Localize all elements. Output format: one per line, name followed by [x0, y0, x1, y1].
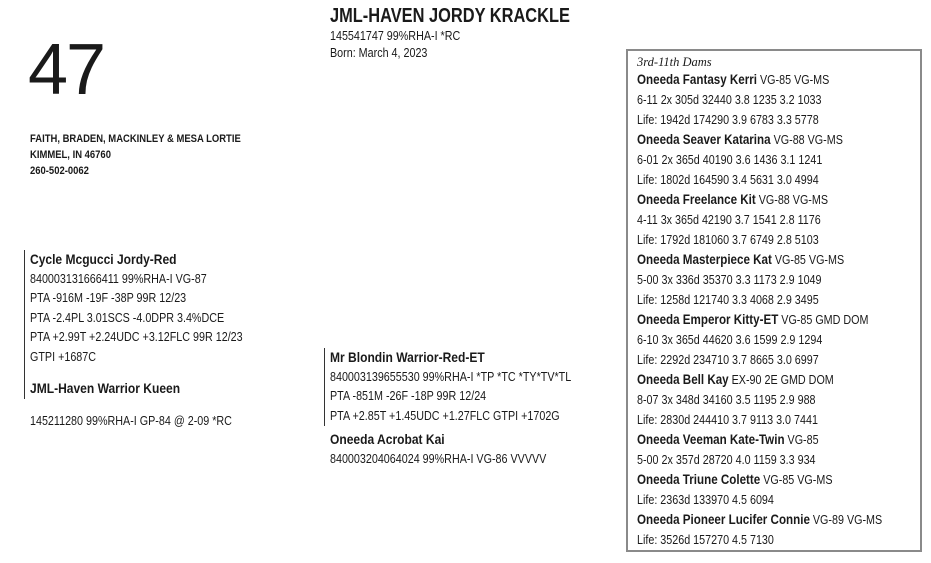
dam-name-text: Oneeda Bell Kay [637, 372, 729, 387]
dam-entry-name [637, 510, 883, 530]
mgd-line: 840003204064024 99%RHA-I VG-86 VVVVV [330, 451, 547, 466]
dam-entry-name [637, 370, 880, 390]
dam-score-text: VG-85 VG-MS [771, 253, 845, 267]
animal-id: 145541747 99%RHA-I *RC [330, 29, 461, 43]
mgs-name: Mr Blondin Warrior-Red-ET [330, 349, 485, 365]
maternal-grandsire-block [324, 348, 610, 426]
sire-line: PTA +2.99T +2.24UDC +3.12FLC 99R 12/23 [30, 330, 243, 344]
dam-name-text: Oneeda Triune Colette [637, 472, 761, 487]
mgs-line: PTA -851M -26F -18P 99R 12/24 [330, 389, 487, 403]
dam-record-line: Life: 1802d 164590 3.4 5631 3.0 4994 [637, 173, 819, 187]
consignor-location: KIMMEL, IN 46760 [30, 149, 111, 161]
sire-block [24, 250, 277, 399]
dam-entry-name [637, 310, 880, 330]
dam-score-text: VG-85 VG-MS [757, 73, 830, 87]
dam-record-line: Life: 1792d 181060 3.7 6749 2.8 5103 [637, 233, 819, 247]
dam-block [30, 412, 265, 432]
dam-record-line: 5-00 2x 357d 28720 4.0 1159 3.3 934 [637, 453, 816, 467]
sire-line: 840003131666411 99%RHA-I VG-87 [30, 271, 207, 286]
dam-record-line: Life: 3526d 157270 4.5 7130 [637, 533, 774, 547]
dam-score-text: EX-90 2E GMD DOM [728, 373, 834, 387]
dam-line: 145211280 99%RHA-I GP-84 @ 2-09 *RC [30, 414, 232, 428]
maternal-granddam-block [330, 430, 582, 469]
dams-list [637, 70, 920, 550]
dams-box [626, 49, 922, 552]
dam-name: JML-Haven Warrior Kueen [30, 380, 181, 396]
animal-name: JML-HAVEN JORDY KRACKLE [330, 5, 570, 27]
consignor-info [30, 131, 275, 179]
dam-score-text: VG-88 VG-MS [770, 133, 843, 147]
dam-entry-name [637, 430, 880, 450]
consignor-phone: 260-502-0062 [30, 165, 89, 177]
dam-name-text: Oneeda Emperor Kitty-ET [637, 312, 779, 327]
dam-name-text: Oneeda Fantasy Kerri [637, 72, 758, 87]
dam-record-line: Life: 2292d 234710 3.7 8665 3.0 6997 [637, 353, 819, 367]
dam-record-line: 4-11 3x 365d 42190 3.7 1541 2.8 1176 [637, 213, 821, 227]
dam-name-text: Oneeda Seaver Katarina [637, 132, 771, 147]
mgd-name: Oneeda Acrobat Kai [330, 431, 445, 447]
dam-record-line: 8-07 3x 348d 34160 3.5 1195 2.9 988 [637, 393, 816, 407]
dam-entry-name [637, 190, 880, 210]
animal-born: Born: March 4, 2023 [330, 46, 428, 60]
dam-score-text: VG-85 VG-MS [760, 473, 833, 487]
dam-entry-name [637, 470, 880, 490]
dam-record-line: Life: 2363d 133970 4.5 6094 [637, 493, 774, 507]
dam-record-line: 6-01 2x 365d 40190 3.6 1436 3.1 1241 [637, 153, 823, 167]
dams-box-title: 3rd-11th Dams [637, 55, 712, 69]
dam-entry-name [637, 70, 880, 90]
dam-score-text: VG-85 [784, 433, 819, 447]
dam-record-line: 6-11 2x 305d 32440 3.8 1235 3.2 1033 [637, 93, 822, 107]
sire-line: PTA -916M -19F -38P 99R 12/23 [30, 291, 187, 305]
dam-score-text: VG-88 VG-MS [755, 193, 829, 207]
dam-record-line: Life: 2830d 244410 3.7 9113 3.0 7441 [637, 413, 818, 427]
dam-score-text: VG-85 GMD DOM [778, 313, 869, 327]
dam-record-line: 5-00 3x 336d 35370 3.3 1173 2.9 1049 [637, 273, 822, 287]
mgs-line: PTA +2.85T +1.45UDC +1.27FLC GTPI +1702G [330, 408, 560, 423]
dam-record-line: 6-10 3x 365d 44620 3.6 1599 2.9 1294 [637, 333, 823, 347]
dam-record-line: Life: 1942d 174290 3.9 6783 3.3 5778 [637, 113, 819, 127]
dam-name-text: Oneeda Pioneer Lucifer Connie [637, 512, 810, 527]
mgs-line: 840003139655530 99%RHA-I *TP *TC *TY*TV*TL [330, 369, 572, 384]
animal-header [330, 4, 623, 62]
dam-record-line: Life: 1258d 121740 3.3 4068 2.9 3495 [637, 293, 819, 307]
sire-line: PTA -2.4PL 3.01SCS -4.0DPR 3.4%DCE [30, 310, 225, 325]
sire-name: Cycle Mcgucci Jordy-Red [30, 251, 177, 267]
lot-number: 47 [28, 30, 105, 110]
dam-name-text: Oneeda Masterpiece Kat [637, 252, 772, 267]
consignor-names: FAITH, BRADEN, MACKINLEY & MESA LORTIE [30, 133, 241, 145]
dam-score-text: VG-89 VG-MS [809, 513, 883, 527]
dam-name-text: Oneeda Veeman Kate-Twin [637, 432, 785, 447]
dam-name-text: Oneeda Freelance Kit [637, 192, 756, 207]
dam-entry-name [637, 250, 880, 270]
sire-line: GTPI +1687C [30, 349, 97, 364]
dam-entry-name [637, 130, 880, 150]
